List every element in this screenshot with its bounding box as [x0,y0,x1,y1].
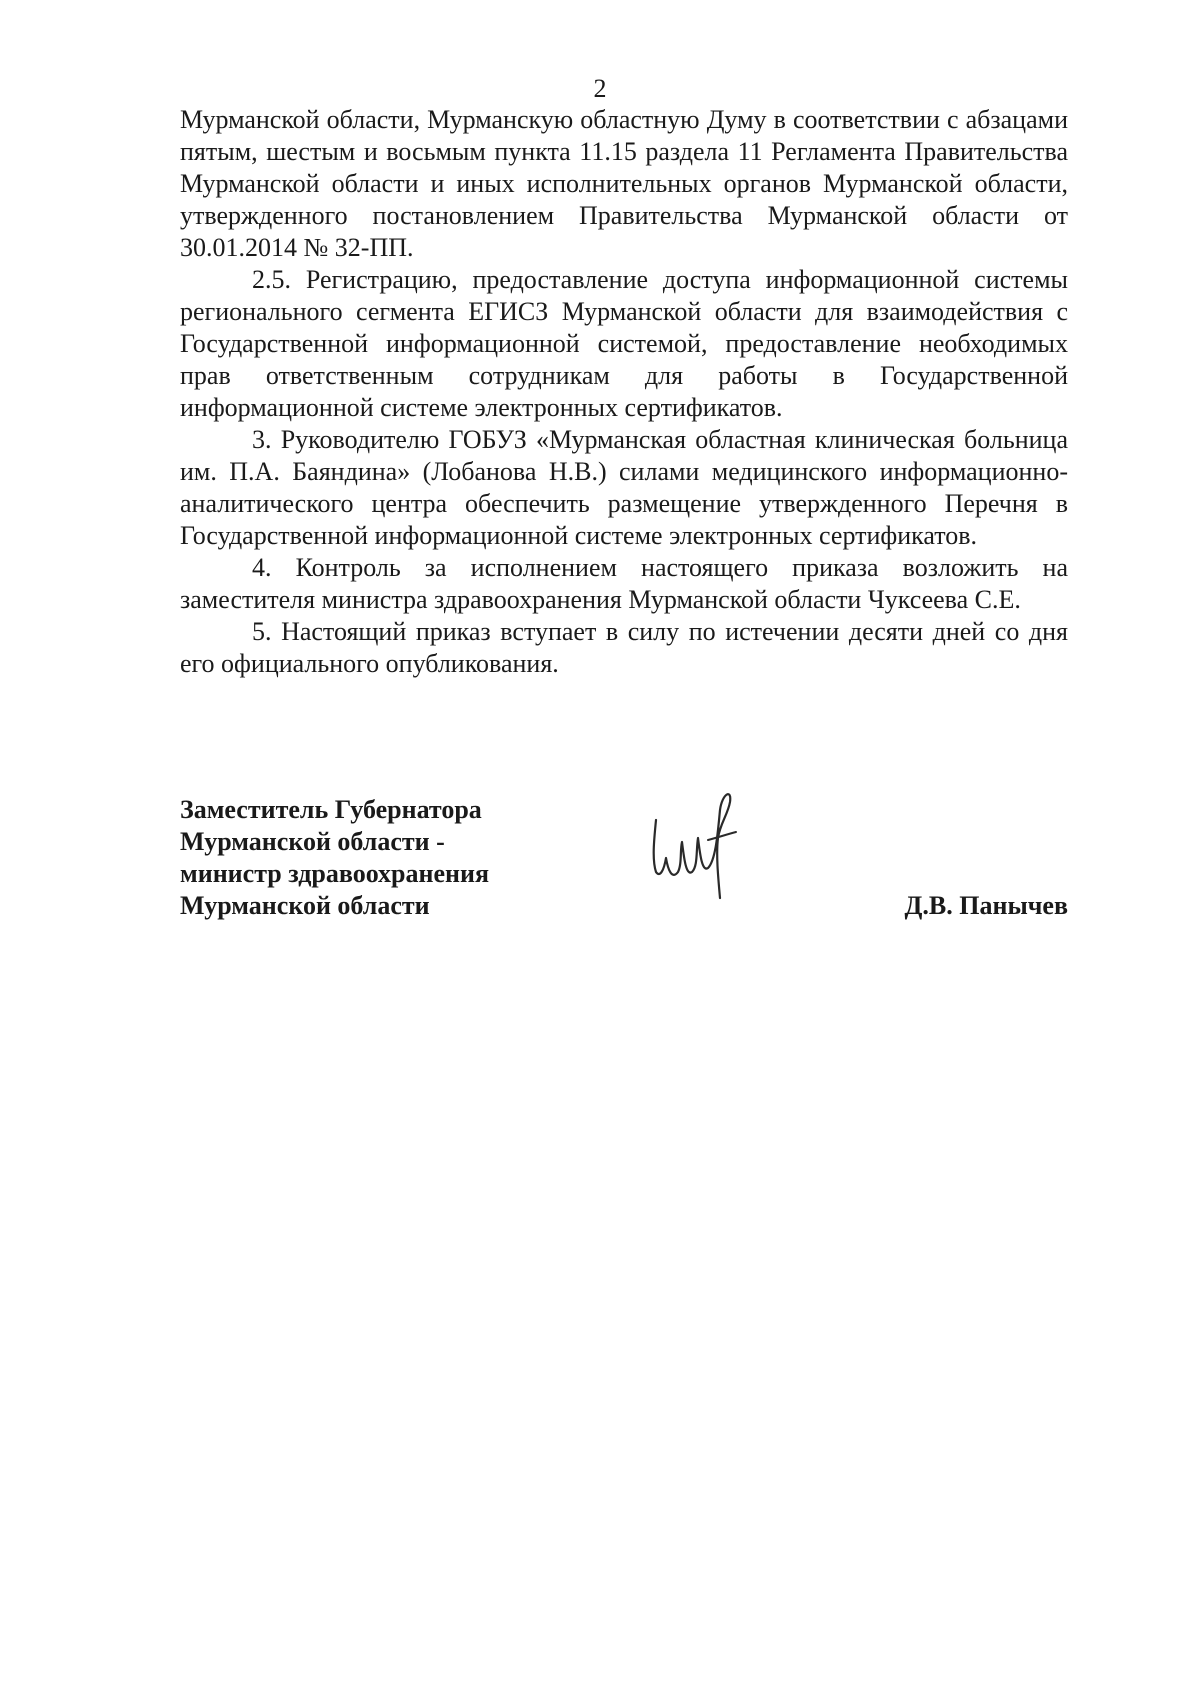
page-number: 2 [593,74,607,103]
handwritten-signature [646,780,756,900]
signature-block [180,794,1068,934]
signatory-title-line: Мурманской области [180,891,430,920]
signatory-title-line: Мурманской области - [180,827,445,856]
paragraph-2-5: 2.5. Регистрацию, предоставление доступа информационной системы регионального сегмента ЕГИСЗ Мурманской области для взаимодействия с Государственной информационной системой, предоставление необходимых прав ответственным сотрудникам для работы в Государственной информационной системе электронных сертификатов. [180,265,1068,422]
signatory-title [180,794,489,922]
paragraph-3: 3. Руководителю ГОБУЗ «Мурманская областная клиническая больница им. П.А. Баяндина» (Лобанова Н.В.) силами медицинского информационно-аналитического центра обеспечить размещение утвержденного Перечня в Государственной информационной системе электронных сертификатов. [180,425,1068,550]
signatory-title-line: министр здравоохранения [180,859,490,888]
paragraph-continuation: Мурманской области, Мурманскую областную Думу в соответствии с абзацами пятым, шестым и восьмым пункта 11.15 раздела 11 Регламента Правительства Мурманской области и иных исполнительных органов Мурманской области, утвержденного постановлением Правительства Мурманской области от 30.01.2014 № 32-ПП. [180,105,1068,262]
paragraph-5: 5. Настоящий приказ вступает в силу по истечении десяти дней со дня его официального опубликования. [180,617,1068,678]
document-body [180,104,1068,680]
signatory-title-line: Заместитель Губернатора [180,795,482,824]
paragraph-4: 4. Контроль за исполнением настоящего приказа возложить на заместителя министра здравоохранения Мурманской области Чуксеева С.Е. [180,553,1068,614]
signatory-name: Д.В. Панычев [904,891,1068,920]
